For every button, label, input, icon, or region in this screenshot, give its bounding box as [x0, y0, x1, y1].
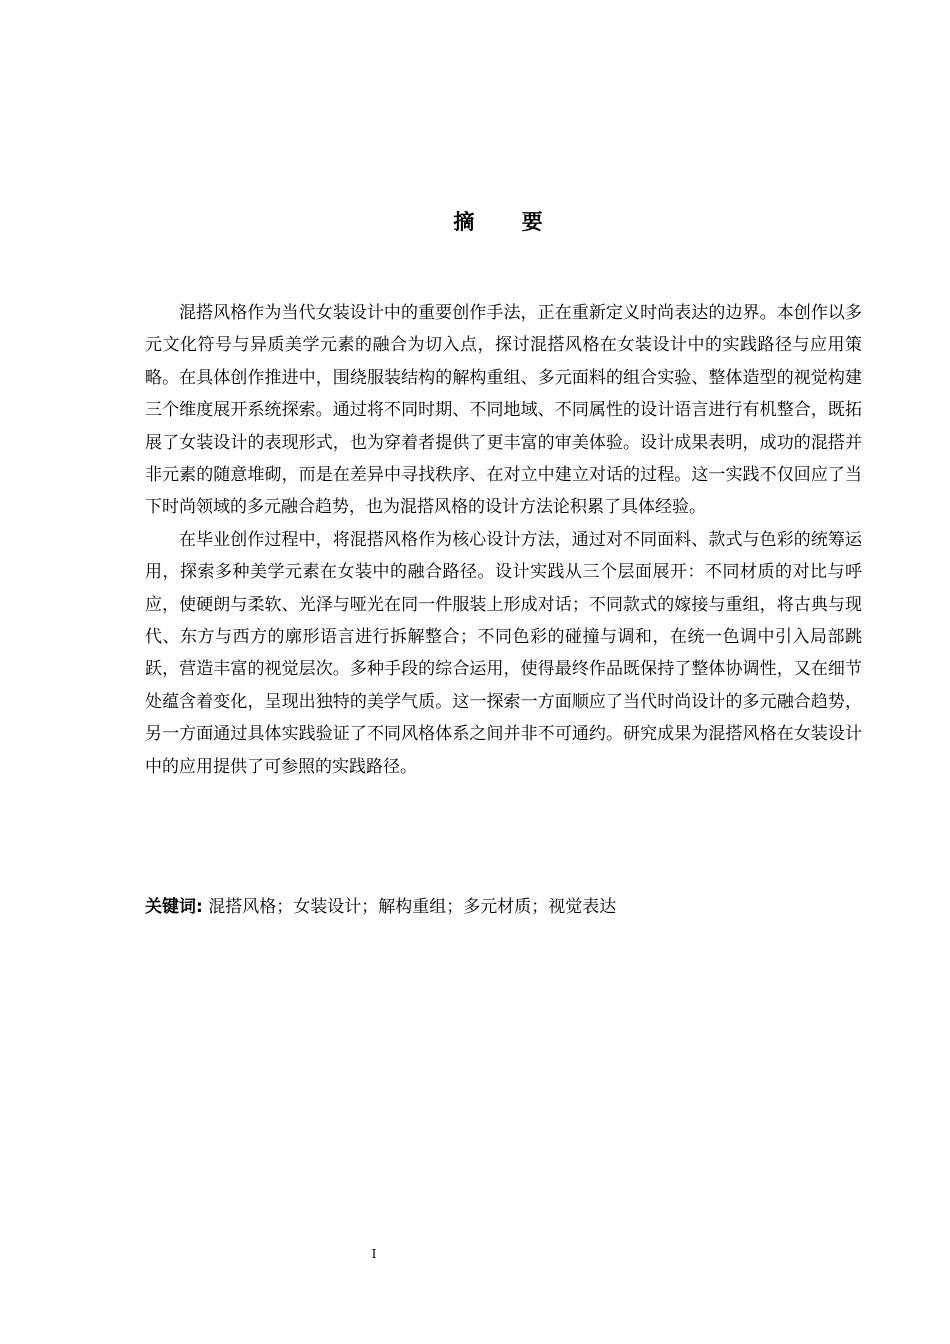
keywords-label: 关键词:	[145, 897, 203, 917]
page-number: I	[371, 1247, 377, 1261]
abstract-paragraph-1: 混搭风格作为当代女装设计中的重要创作手法，正在重新定义时尚表达的边界。本创作以多元文化符号与异质美学元素的融合为切入点，探讨混搭风格在女装设计中的实践路径与应用策略。在具体创作推进中，围绕服装结构的解构重组、多元面料的组合实验、整体造型的视觉构建三个维度展开系统探索。通过将不同时期、不同地域、不同属性的设计语言进行有机整合，既拓展了女装设计的表现形式，也为穿着者提供了更丰富的审美体验。设计成果表明，成功的混搭并非元素的随意堆砌，而是在差异中寻找秩序、在对立中建立对话的过程。这一实践不仅回应了当下时尚领域的多元融合趋势，也为混搭风格的设计方法论积累了具体经验。	[145, 303, 862, 518]
keywords-list: 混搭风格；女装设计；解构重组；多元材质；视觉表达	[208, 897, 617, 917]
keywords-line	[145, 893, 862, 921]
abstract-title: 摘 要	[453, 210, 563, 234]
abstract-body	[145, 297, 862, 783]
abstract-paragraph-2: 在毕业创作过程中，将混搭风格作为核心设计方法，通过对不同面料、款式与色彩的统筹运用，探索多种美学元素在女装中的融合路径。设计实践从三个层面展开：不同材质的对比与呼应，使硬朗与柔软、光泽与哑光在同一件服装上形成对话；不同款式的嫁接与重组，将古典与现代、东方与西方的廓形语言进行拆解整合；不同色彩的碰撞与调和，在统一色调中引入局部跳跃，营造丰富的视觉层次。多种手段的综合运用，使得最终作品既保持了整体协调性，又在细节处蕴含着变化，呈现出独特的美学气质。这一探索一方面顺应了当代时尚设计的多元融合趋势，另一方面通过具体实践验证了不同风格体系之间并非不可通约。研究成果为混搭风格在女装设计中的应用提供了可参照的实践路径。	[145, 529, 862, 777]
